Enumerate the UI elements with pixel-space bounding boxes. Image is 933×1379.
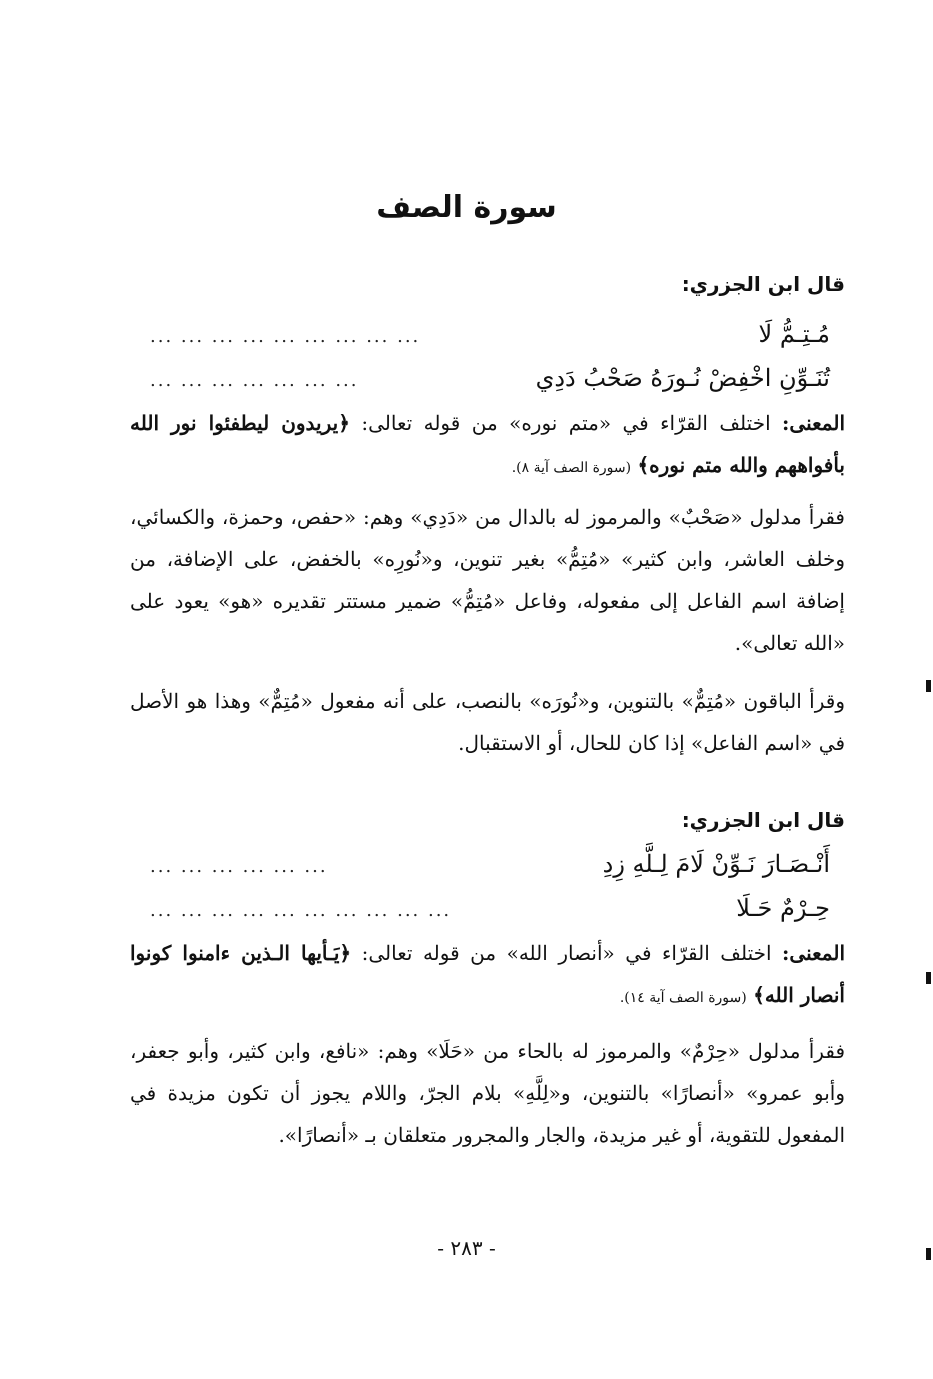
scan-mark	[926, 1248, 931, 1260]
section-1-verse-line-1	[150, 312, 830, 359]
section-2-verse-line-1	[150, 842, 830, 889]
verse-words: حِـرْمٌ حَـلَا	[736, 894, 830, 922]
verse-ellipsis: ... ... ... ... ... ... ... ... ... ...	[150, 900, 452, 921]
section-1-paragraph-2: وقرأ الباقون «مُتِمٌّ» بالتنوين، و«نُورَه» بالنصب، على أنه مفعول «مُتِمٌّ» وهذا هو الأصل في «اسم الفاعل» إذا كان للحال، أو الاستقبال.	[130, 689, 845, 755]
section-2-verse-line-2	[150, 886, 830, 933]
verse-reference: (سورة الصف آية ١٤).	[619, 990, 747, 1006]
section-2-meaning	[130, 932, 845, 1019]
quran-verse: ﴿يريدون ليطفئوا نور الله بأفواههم والله متم نوره﴾	[130, 411, 845, 477]
section-1-meaning	[130, 402, 845, 489]
verse-reference: (سورة الصف آية ٨).	[511, 460, 632, 476]
section-1-paragraph-1: فقرأ مدلول «صَحْبٌ» والمرموز له بالدال من «دَدِي» وهم: «حفص، وحمزة، والكسائي، وخلف العاشر، وابن كثير» «مُتِمُّ» بغير تنوين، و«نُورِه» بالخفض، على الإضافة، من إضافة اسم الفاعل إلى مفعوله، وفاعل «مُتِمُّ» ضمير مستتر تقديره «هو» يعود على «الله تعالى».	[130, 505, 845, 655]
verse-ellipsis: ... ... ... ... ... ... ... ... ...	[150, 326, 421, 347]
section-1-heading: قال ابن الجزري:	[681, 272, 845, 296]
verse-words: مُـتِـمُّ لَا	[758, 320, 830, 348]
page-title: سورة الصف	[376, 190, 557, 225]
scan-mark	[926, 680, 931, 692]
page-number: - ٢٨٣ -	[437, 1236, 496, 1260]
meaning-text: اختلف القرّاء في «أنصار الله» من قوله تعالى:	[361, 941, 772, 965]
verse-words: أَنْـصَـارَ نَـوِّنْ لَامَ لِـلَّهِ زِدِ	[602, 850, 830, 878]
verse-words: تُنَـوِّنِ اخْفِضْ نُـورَهُ صَحْبُ دَدِي	[535, 364, 830, 392]
section-2-paragraph-1: فقرأ مدلول «حِرْمٌ» والمرموز له بالحاء من «حَلَا» وهم: «نافع، وابن كثير، وأبو جعفر، وأبو عمرو» «أنصارًا» بالتنوين، و«لِلَّهِ» بلام الجرّ، واللام يجوز أن تكون مزيدة في المفعول للتقوية، أو غير مزيدة، والجار والمجرور متعلقان بـ «أنصارًا».	[130, 1039, 845, 1147]
verse-ellipsis: ... ... ... ... ... ...	[150, 856, 328, 877]
scan-mark	[926, 972, 931, 984]
verse-ellipsis: ... ... ... ... ... ... ...	[150, 370, 359, 391]
quran-verse: ﴿يَـأيها الـذين ءامنوا كونوا أنصار الله﴾	[130, 941, 845, 1007]
meaning-label: المعنى:	[782, 941, 845, 965]
section-1-verse-line-2	[150, 356, 830, 403]
meaning-text: اختلف القرّاء في «متم نوره» من قوله تعالى:	[361, 411, 771, 435]
meaning-label: المعنى:	[782, 411, 845, 435]
section-2-heading: قال ابن الجزري:	[681, 808, 845, 832]
